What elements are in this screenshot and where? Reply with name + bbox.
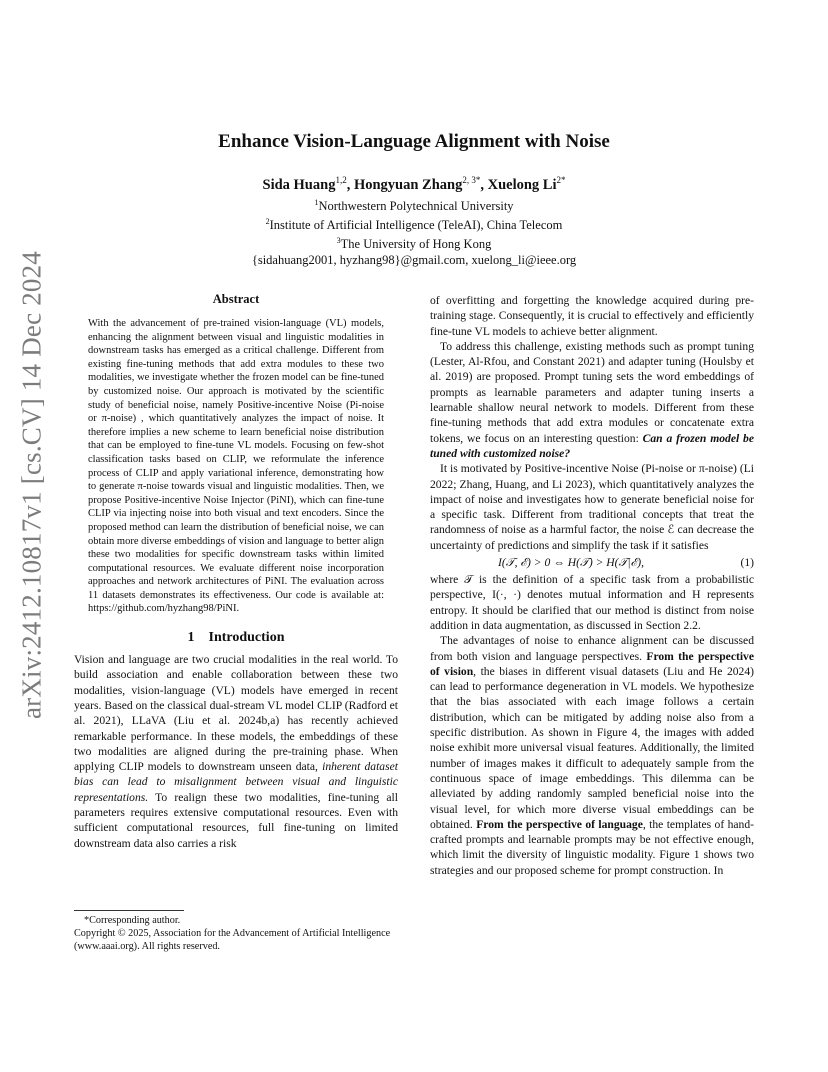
author-name: Xuelong Li bbox=[487, 176, 557, 193]
author-sup: 2* bbox=[556, 175, 566, 185]
left-column bbox=[74, 292, 398, 851]
footnote-rule bbox=[74, 910, 184, 911]
body-paragraph: where 𝒯 is the definition of a specific task from a probabilistic perspective, I(·, ·) denotes mutual information and H represents entropy. It should be clarified that our method is distinct from noise addition in data augmentation, as discussed in Section 2.2. bbox=[430, 573, 754, 632]
body-paragraph: To address this challenge, existing methods such as prompt tuning (Lester, Al-Rfou, and Constant 2021) and adapter tuning (Houlsby et al. 2019) are proposed. Prompt tuning sets the word embeddings of prompts as learnable parameters and adapter tuning inserts a learnable shallow neural network to models. Different from these fine-tuning methods that add extra modules or concatenate extra tokens, we focus on an interesting question: Can a frozen model be tuned with customized noise? bbox=[430, 339, 754, 460]
affiliation: $^3$The University of Hong Kong bbox=[336, 236, 492, 252]
author-name: Sida Huang bbox=[262, 176, 336, 193]
equation-body: I(𝒯, ℰ) > 0 ⇔ H(𝒯) > H(𝒯|ℰ), bbox=[498, 556, 645, 570]
author-list: Sida Huang$^{1,2}$, Hongyuan Zhang$^{2, 3*}$, Xuelong $Li^{2*}$ bbox=[262, 175, 566, 193]
author-sup: 2, 3* bbox=[462, 175, 481, 185]
email-line: {sidahuang2001, hyzhang98}@gmail.com, xuelong_li@ieee.org bbox=[251, 253, 577, 268]
section-heading bbox=[74, 630, 398, 646]
arxiv-stamp-text: arXiv:2412.10817v1 [cs.CV] 14 Dec 2024 bbox=[16, 250, 47, 720]
affiliation: $^1$Northwestern Polytechnical University bbox=[314, 197, 514, 213]
intro-paragraph: Vision and language are two crucial modalities in the real world. To build association and enable collaboration between these two modalities, vision-language (VL) models have emerged in recent years. Based on the classical dual-stream VL model CLIP (Radford et al. 2021), LLaVA (Liu et al. 2024b,a) has recently achieved remarkable performance. In these models, the embeddings of these two modalities are aligned during the pre-training phase. When applying CLIP models to downstream unseen data, inherent dataset bias can lead to misalignment between visual and linguistic representations. To realign these two modalities, fine-tuning all parameters requires extensive computational resources. Even with sufficient computational resources, full fine-tuning on limited downstream data also carries a risk bbox=[74, 653, 398, 850]
body-paragraph: The advantages of noise to enhance alignment can be discussed from both vision and language perspectives. From the perspective of vision, the biases in different visual datasets (Liu and He 2024) can lead to performance degeneration in VL models. We hypothesize that the bias associated with each image follows a certain distribution, which can be mitigated by adding noise also from a specific distribution. As shown in Figure 4, the images with added noise exhibit more universal visual features. Additionally, the limited number of images makes it difficult to adequately sample from the continuous space of image embeddings. This dilemma can be alleviated by adding randomly sampled beneficial noise into the visual level, for which more diverse visual embeddings can be obtained. From the perspective of language, the templates of hand-crafted prompts and learnable prompts may be not effective enough, which limit the diversity of linguistic modality. Figure 1 shows two strategies and our proposed scheme for prompt construction. In bbox=[430, 634, 754, 877]
equation bbox=[430, 554, 754, 571]
body-paragraph: It is motivated by Positive-incentive Noise (Pi-noise or π-noise) (Li 2022; Zhang, Huang, and Li 2023), which quantitatively analyzes the impact of noise and investigates how to generate beneficial noise for a specific task. Different from traditional concepts that treat the randomness of noise as a harmful factor, the noise ℰ can decrease the uncertainty of predictions and simplify the task if it satisfies bbox=[430, 462, 754, 552]
author-sup: 1,2 bbox=[335, 175, 347, 185]
body-paragraph: of overfitting and forgetting the knowledge acquired during pre-training stage. Consequently, it is crucial to effectively and efficiently fine-tune VL models to achieve better alignment. bbox=[430, 294, 754, 338]
right-column bbox=[430, 293, 754, 878]
footnotes bbox=[74, 914, 398, 953]
author-name: Hongyuan Zhang bbox=[353, 176, 463, 193]
paper-title: Enhance Vision-Language Alignment with Noise bbox=[218, 131, 610, 152]
footnote-copyright: Copyright © 2025, Association for the Advancement of Artificial Intelligence (www.aaai.org). All rights reserved. bbox=[74, 928, 391, 952]
arxiv-stamp bbox=[12, 250, 52, 720]
abstract-text: With the advancement of pre-trained vision-language (VL) models, enhancing the alignment between visual and linguistic modalities in downstream tasks has emerged as a critical challenge. Different from existing fine-tuning methods that add extra modules to these two modalities, we investigate whether the frozen model can be fine-tuned by customized noise. Our approach is motivated by the scientific study of beneficial noise, namely Positive-incentive Noise (Pi-noise or π-noise) , which quantitatively analyzes the impact of noise. It therefore implies a new scheme to learn beneficial noise distribution that can be employed to fine-tune VL models. Focusing on few-shot classification tasks based on CLIP, we reformulate the inference process of CLIP and apply variational inference, demonstrating how to generate π-noise towards visual and linguistic modalities. Then, we propose Positive-incentive Noise Injector (PiNI), which can fine-tune CLIP via injecting noise into both visual and text encoders. Since the proposed method can learn the distribution of beneficial noise, we can obtain more diverse embeddings of vision and language to better align these two modalities for specific downstream tasks within limited computational resources. We evaluate different noise incorporation approaches and network architectures of PiNI. The evaluation across 11 datasets demonstrates its effectiveness. Our code is available at: https://github.com/hyzhang98/PiNI. bbox=[88, 318, 384, 615]
equation-number: (1) bbox=[740, 556, 754, 570]
section-number: 1 bbox=[187, 630, 195, 646]
footnote-corresponding: *Corresponding author. bbox=[84, 915, 181, 926]
abstract-heading: Abstract bbox=[212, 292, 260, 306]
paper-header bbox=[74, 128, 754, 268]
affiliation: $^2$Institute of Artificial Intelligence (TeleAI), China Telecom bbox=[265, 216, 563, 233]
section-title: Introduction bbox=[208, 630, 285, 646]
